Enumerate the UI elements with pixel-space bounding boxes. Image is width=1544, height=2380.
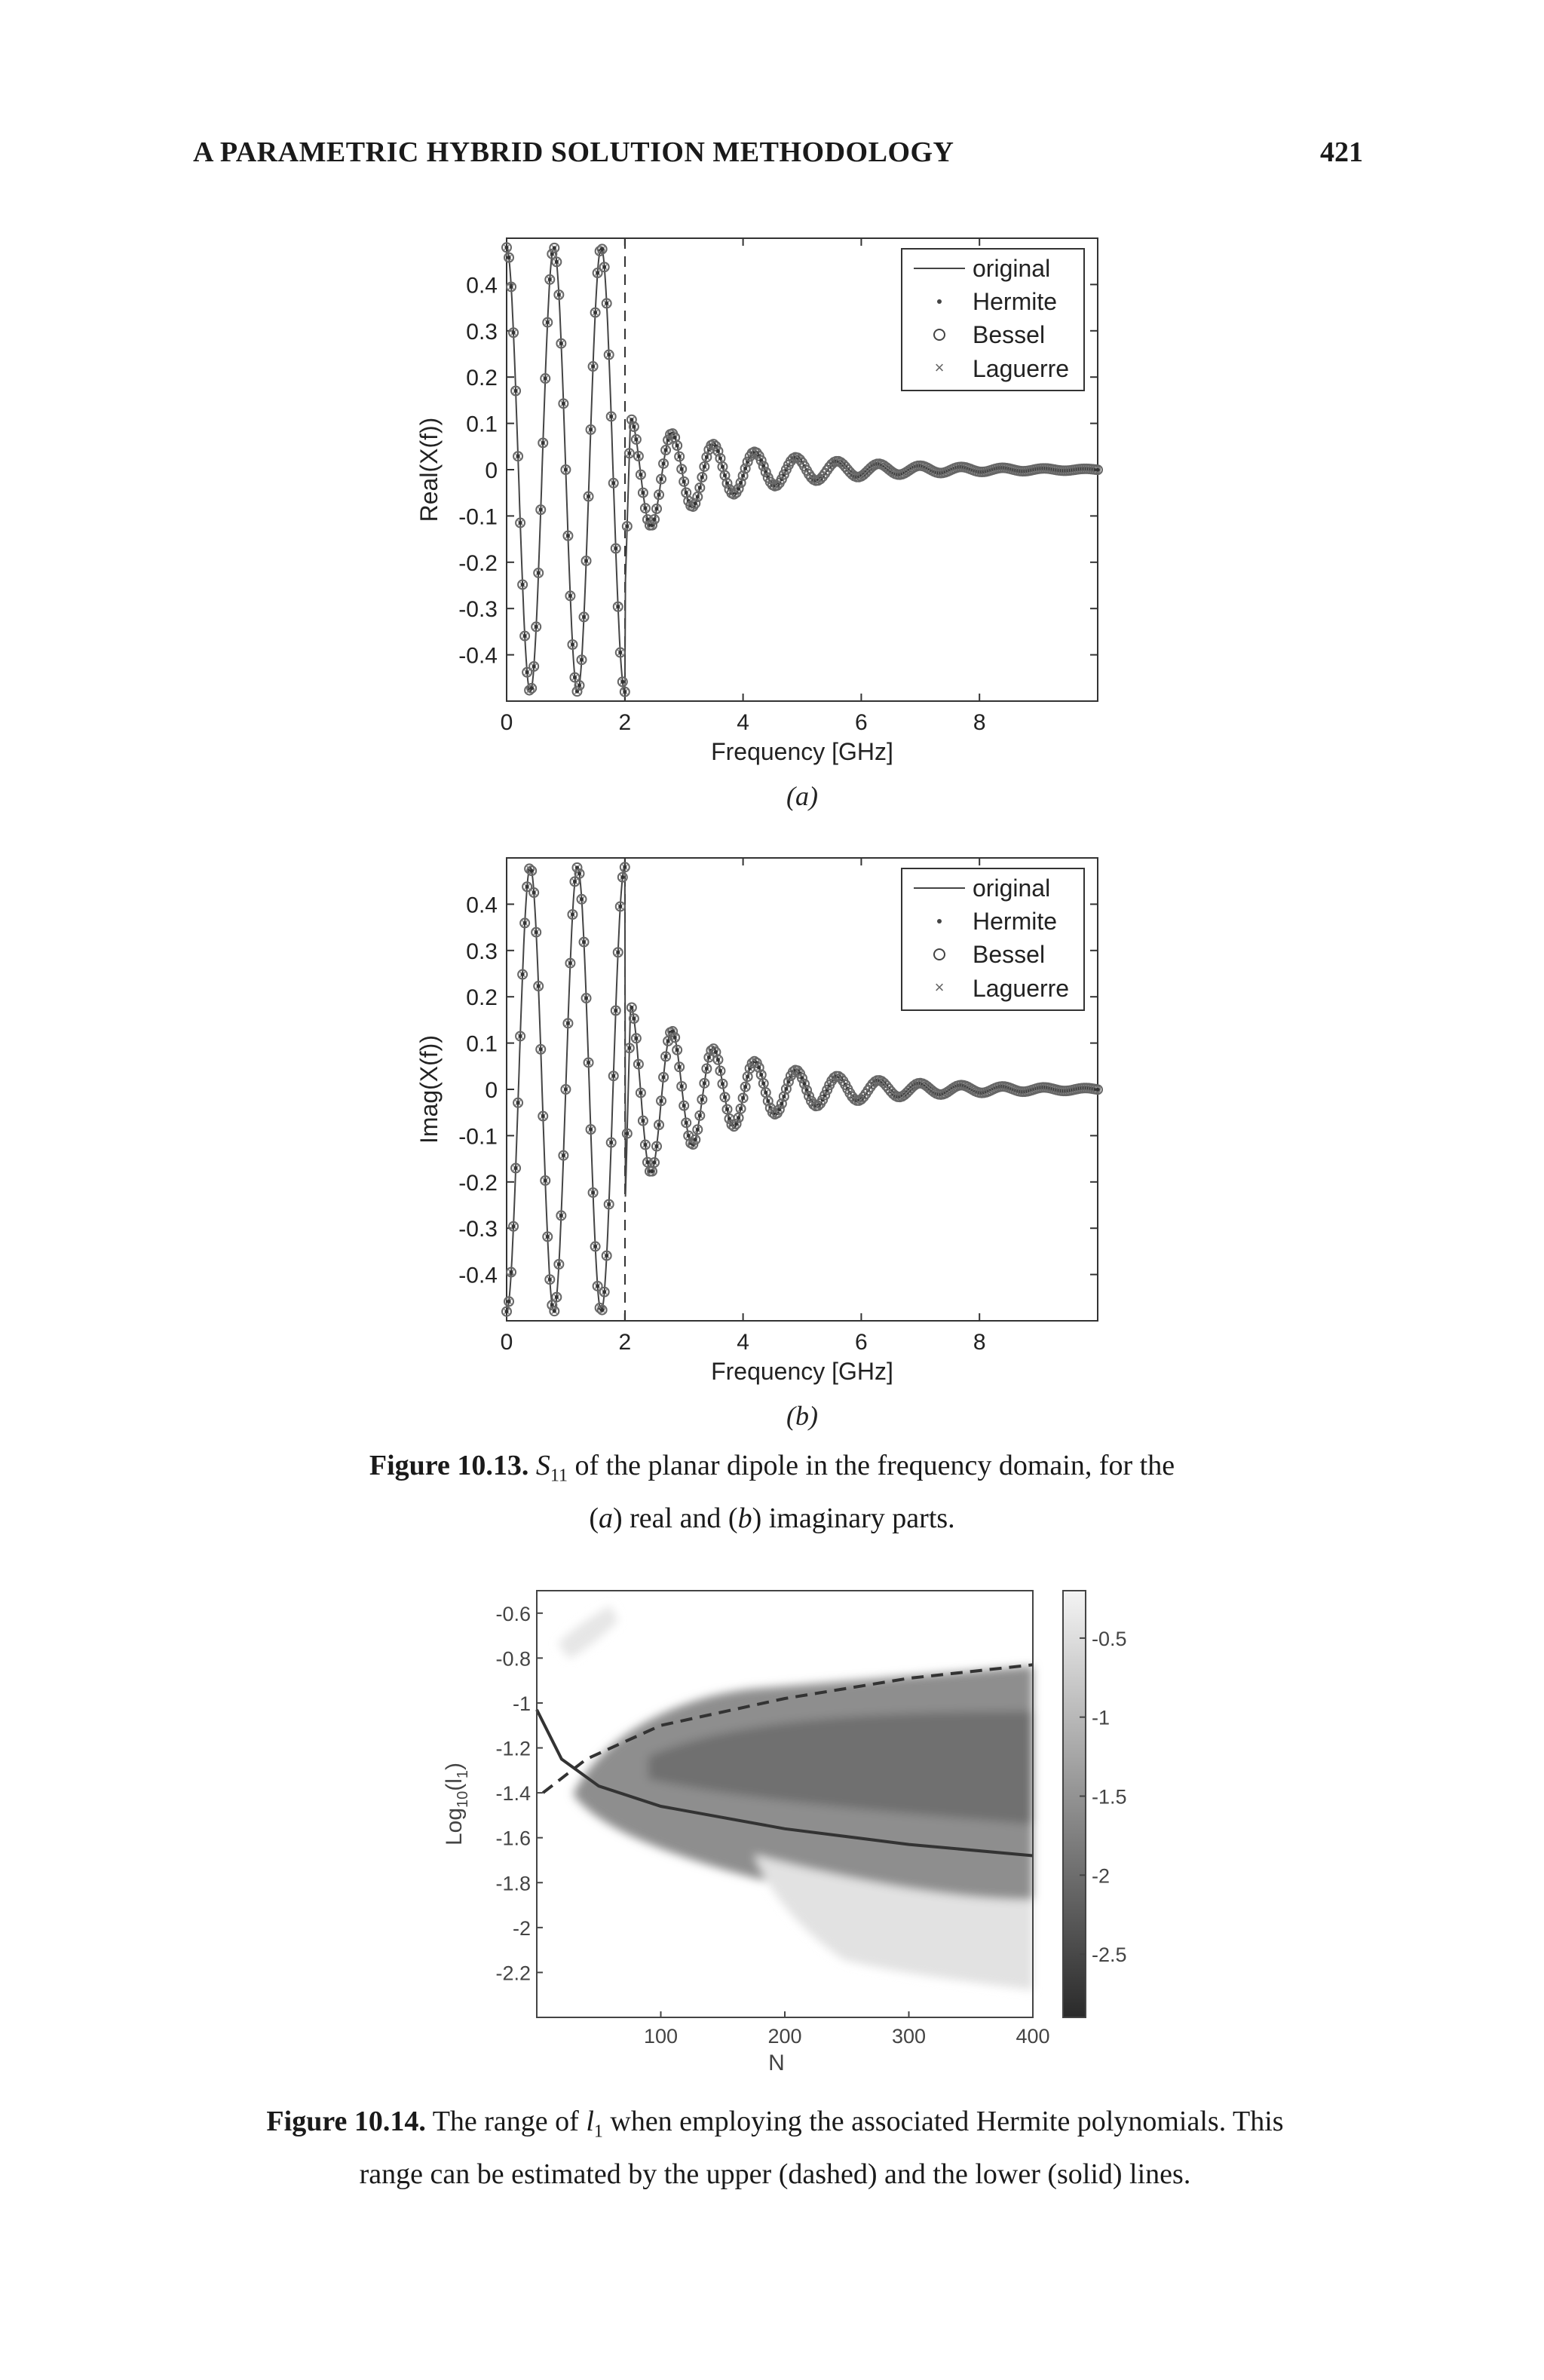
hermite-marker bbox=[743, 1085, 747, 1089]
y-tick-labels bbox=[458, 893, 498, 1288]
hermite-marker bbox=[676, 1048, 679, 1052]
hermite-marker bbox=[685, 491, 688, 495]
x-tick-label: 0 bbox=[500, 710, 513, 735]
hermite-marker bbox=[537, 985, 541, 988]
hermite-marker bbox=[541, 441, 545, 445]
hermite-marker bbox=[557, 293, 561, 297]
hermite-marker bbox=[627, 452, 631, 455]
x-tick-label: 400 bbox=[1016, 2025, 1050, 2048]
hermite-marker bbox=[580, 897, 584, 901]
y-tick-label: 0.2 bbox=[466, 366, 498, 391]
page-number: 421 bbox=[1320, 136, 1363, 168]
figure-10-13-b bbox=[415, 858, 1102, 1431]
hermite-marker bbox=[705, 1067, 709, 1071]
hermite-marker bbox=[759, 1073, 763, 1077]
y-tick-label: -0.3 bbox=[458, 597, 498, 623]
y-axis-label-arg-sub: 1 bbox=[455, 1769, 471, 1779]
y-axis-label-arg: (l bbox=[442, 1778, 467, 1791]
hermite-marker bbox=[723, 473, 727, 477]
colorbar-tick-label: -1.5 bbox=[1092, 1785, 1127, 1809]
hermite-marker bbox=[680, 1084, 684, 1088]
caption-text: of the planar dipole in the frequency domain, for the bbox=[567, 1450, 1175, 1481]
hermite-marker bbox=[698, 485, 702, 489]
panel-label: (b) bbox=[786, 1401, 818, 1431]
hermite-marker bbox=[616, 951, 620, 954]
hermite-marker bbox=[761, 1082, 765, 1086]
hermite-marker bbox=[546, 1235, 550, 1239]
hermite-marker bbox=[507, 256, 511, 259]
y-axis-label: Real(X(f)) bbox=[415, 417, 443, 522]
hermite-marker bbox=[666, 1039, 670, 1043]
hermite-marker bbox=[510, 285, 513, 289]
hermite-marker bbox=[600, 247, 604, 251]
hermite-marker bbox=[718, 457, 722, 461]
hermite-marker bbox=[591, 1190, 595, 1194]
hermite-marker bbox=[514, 1166, 518, 1170]
hermite-marker bbox=[589, 1128, 593, 1132]
hermite-marker bbox=[609, 1141, 613, 1144]
hermite-marker bbox=[678, 1065, 682, 1069]
hermite-marker bbox=[584, 997, 588, 1000]
hermite-marker bbox=[766, 1099, 770, 1103]
hermite-marker bbox=[757, 1066, 761, 1070]
hermite-marker bbox=[535, 930, 538, 934]
legend-label: Laguerre bbox=[973, 355, 1070, 382]
hermite-marker bbox=[548, 277, 552, 281]
hermite-marker bbox=[521, 583, 525, 587]
hermite-marker bbox=[636, 1062, 640, 1066]
hermite-marker bbox=[607, 1202, 611, 1206]
hermite-marker bbox=[782, 1095, 786, 1098]
hermite-marker bbox=[664, 449, 668, 452]
hermite-marker bbox=[593, 1245, 597, 1248]
hermite-marker bbox=[559, 342, 563, 345]
x-tick-label: 0 bbox=[500, 1330, 513, 1355]
hermite-marker bbox=[725, 1107, 729, 1111]
hermite-marker bbox=[564, 1088, 568, 1092]
legend-dot-icon bbox=[937, 919, 942, 924]
caption-variable-sub: 1 bbox=[593, 2121, 603, 2142]
hermite-marker bbox=[673, 1036, 677, 1040]
figure-10-13-a bbox=[415, 238, 1102, 811]
x-tick-label: 6 bbox=[855, 710, 868, 735]
figure-10-14-caption bbox=[193, 2100, 1357, 2195]
hermite-marker bbox=[512, 1224, 516, 1228]
hermite-marker bbox=[1096, 468, 1100, 472]
figure-10-13-caption bbox=[271, 1444, 1273, 1539]
hermite-marker bbox=[680, 467, 684, 471]
hermite-marker bbox=[596, 1284, 599, 1288]
y-axis-label-base: Log bbox=[442, 1807, 467, 1846]
hermite-marker bbox=[653, 1161, 657, 1165]
hermite-marker bbox=[718, 1069, 722, 1073]
x-axis-label: Frequency [GHz] bbox=[711, 738, 893, 765]
hermite-marker bbox=[643, 1143, 647, 1147]
hermite-marker bbox=[602, 1290, 606, 1294]
hermite-marker bbox=[582, 940, 586, 944]
y-tick-label: -0.2 bbox=[458, 1170, 498, 1196]
hermite-marker bbox=[609, 415, 613, 418]
legend-label: Hermite bbox=[973, 288, 1058, 315]
hermite-marker bbox=[571, 913, 574, 917]
hermite-marker bbox=[678, 455, 682, 458]
hermite-marker bbox=[655, 507, 659, 510]
hermite-marker bbox=[596, 271, 599, 275]
hermite-marker bbox=[544, 377, 547, 381]
running-head: A PARAMETRIC HYBRID SOLUTION METHODOLOGY bbox=[193, 136, 954, 168]
hermite-marker bbox=[650, 1169, 654, 1173]
hermite-marker bbox=[546, 320, 550, 324]
legend-label: original bbox=[973, 875, 1051, 902]
x-tick-label: 300 bbox=[891, 2025, 927, 2048]
x-tick-labels bbox=[501, 710, 986, 735]
hermite-marker bbox=[573, 675, 577, 679]
hermite-marker bbox=[625, 525, 629, 528]
hermite-marker bbox=[1096, 1088, 1100, 1092]
colorbar-tick-label: -2.5 bbox=[1092, 1944, 1127, 1967]
hermite-marker bbox=[673, 436, 677, 440]
hermite-marker bbox=[741, 1096, 745, 1100]
hermite-marker bbox=[562, 1153, 565, 1157]
hermite-marker bbox=[616, 605, 620, 608]
colorbar bbox=[1063, 1591, 1086, 2017]
hermite-marker bbox=[541, 1114, 545, 1118]
colorbar-tick-label: -1 bbox=[1092, 1706, 1111, 1729]
y-axis-label-sub: 10 bbox=[455, 1790, 471, 1808]
caption-panel-a: a bbox=[598, 1502, 613, 1534]
hermite-marker bbox=[682, 479, 686, 483]
hermite-marker bbox=[605, 302, 608, 305]
hermite-marker bbox=[553, 246, 556, 250]
y-axis-label-close: ) bbox=[442, 1762, 467, 1770]
hermite-marker bbox=[530, 686, 534, 690]
caption-symbol: S bbox=[535, 1450, 550, 1481]
hermite-marker bbox=[602, 265, 606, 269]
caption-line-2 bbox=[271, 1497, 1273, 1539]
hermite-marker bbox=[523, 634, 527, 638]
x-tick-label: 200 bbox=[767, 2025, 802, 2048]
hermite-marker bbox=[723, 1095, 727, 1099]
y-tick-label: -1.6 bbox=[495, 1827, 531, 1850]
hermite-marker bbox=[739, 1107, 743, 1110]
y-tick-label: 0.4 bbox=[466, 893, 498, 918]
hermite-marker bbox=[721, 1082, 725, 1086]
y-axis-label bbox=[442, 1763, 471, 1845]
hermite-marker bbox=[685, 1121, 688, 1125]
hermite-marker bbox=[589, 427, 593, 431]
hermite-marker bbox=[582, 615, 586, 619]
y-tick-label: -2 bbox=[512, 1916, 531, 1940]
hermite-marker bbox=[568, 961, 572, 965]
hermite-marker bbox=[664, 1055, 668, 1058]
legend bbox=[902, 868, 1084, 1010]
hermite-marker bbox=[525, 670, 529, 674]
colorbar-tick-label: -2 bbox=[1092, 1864, 1111, 1888]
y-tick-label: -0.1 bbox=[458, 1124, 498, 1150]
hermite-marker bbox=[639, 473, 642, 476]
hermite-marker bbox=[577, 684, 581, 688]
hermite-marker bbox=[634, 437, 638, 441]
hermite-marker bbox=[705, 455, 709, 459]
y-tick-label: -0.8 bbox=[495, 1647, 531, 1671]
hermite-marker bbox=[507, 1300, 511, 1303]
hermite-marker bbox=[521, 973, 525, 976]
hermite-marker bbox=[743, 467, 747, 470]
hermite-marker bbox=[698, 1113, 702, 1117]
hermite-marker bbox=[532, 891, 536, 895]
hermite-marker bbox=[512, 331, 516, 335]
x-axis-label: N bbox=[768, 2051, 785, 2075]
hermite-marker bbox=[627, 1046, 631, 1050]
hermite-marker bbox=[555, 260, 559, 264]
hermite-marker bbox=[784, 1087, 788, 1091]
hermite-marker bbox=[593, 311, 597, 314]
y-tick-label: -0.1 bbox=[458, 504, 498, 530]
hermite-marker bbox=[700, 476, 704, 479]
x-tick-labels bbox=[501, 1330, 986, 1355]
hermite-marker bbox=[584, 559, 588, 562]
caption-text: ) imaginary parts. bbox=[752, 1502, 955, 1534]
x-tick-label: 2 bbox=[618, 710, 632, 735]
legend-label: Laguerre bbox=[973, 975, 1070, 1002]
caption-text: when employing the associated Hermite polynomials. This bbox=[602, 2106, 1284, 2137]
hermite-marker bbox=[573, 880, 577, 884]
hermite-marker bbox=[605, 1254, 608, 1257]
hermite-marker bbox=[657, 493, 661, 497]
x-tick-label: 4 bbox=[737, 1330, 749, 1355]
hermite-marker bbox=[716, 449, 720, 453]
hermite-marker bbox=[623, 690, 626, 694]
hermite-marker bbox=[687, 1134, 691, 1138]
hermite-marker bbox=[532, 664, 536, 668]
hermite-marker bbox=[611, 481, 615, 485]
caption-text: ( bbox=[589, 1502, 599, 1534]
hermite-marker bbox=[537, 571, 541, 574]
hermite-marker bbox=[566, 534, 570, 538]
caption-line-1 bbox=[271, 1444, 1273, 1497]
hermite-marker bbox=[676, 444, 679, 448]
hermite-marker bbox=[721, 465, 725, 469]
hermite-marker bbox=[539, 1047, 543, 1051]
hermite-marker bbox=[514, 389, 518, 393]
hermite-marker bbox=[535, 625, 538, 629]
legend-label: original bbox=[973, 255, 1051, 282]
legend-dot-icon bbox=[937, 299, 942, 304]
y-tick-label: -1 bbox=[512, 1692, 531, 1715]
hermite-marker bbox=[539, 508, 543, 512]
y-tick-labels bbox=[458, 273, 498, 668]
y-tick-label: 0.1 bbox=[466, 412, 498, 437]
hermite-marker bbox=[587, 1061, 590, 1064]
hermite-marker bbox=[639, 1091, 642, 1095]
x-tick-label: 8 bbox=[973, 710, 986, 735]
y-tick-label: -1.4 bbox=[495, 1782, 531, 1806]
y-tick-label: 0 bbox=[485, 458, 498, 483]
hermite-marker bbox=[739, 481, 743, 485]
hermite-marker bbox=[662, 1075, 666, 1079]
hermite-marker bbox=[505, 1309, 509, 1313]
hermite-marker bbox=[632, 425, 636, 429]
caption-label: Figure 10.13. bbox=[369, 1450, 529, 1481]
hermite-marker bbox=[568, 594, 572, 598]
hermite-marker bbox=[618, 651, 622, 654]
hermite-marker bbox=[703, 1081, 706, 1085]
hermite-marker bbox=[614, 1009, 617, 1012]
hermite-marker bbox=[555, 1295, 559, 1299]
y-tick-label: -0.4 bbox=[458, 643, 498, 669]
hermite-marker bbox=[694, 501, 697, 505]
hermite-marker bbox=[746, 1075, 749, 1079]
x-tick-label: 100 bbox=[643, 2025, 679, 2048]
hermite-marker bbox=[607, 353, 611, 357]
hermite-marker bbox=[620, 875, 624, 879]
hermite-marker bbox=[591, 365, 595, 369]
caption-line-2: range can be estimated by the upper (dashed) and the lower (solid) lines. bbox=[359, 2158, 1191, 2190]
hermite-marker bbox=[562, 402, 565, 406]
hermite-marker bbox=[641, 1119, 645, 1123]
hermite-marker bbox=[625, 1132, 629, 1135]
hermite-marker bbox=[696, 1128, 700, 1132]
hermite-marker bbox=[716, 1058, 720, 1061]
hermite-marker bbox=[696, 495, 700, 499]
hermite-marker bbox=[600, 1308, 604, 1312]
caption-label: Figure 10.14. bbox=[266, 2106, 426, 2137]
legend-x-icon: × bbox=[934, 978, 945, 997]
hermite-marker bbox=[655, 1144, 659, 1148]
caption-panel-b: b bbox=[737, 1502, 752, 1534]
hermite-marker bbox=[714, 1050, 718, 1054]
y-axis-label: Imag(X(f)) bbox=[415, 1035, 443, 1144]
hermite-marker bbox=[577, 871, 581, 875]
hermite-marker bbox=[553, 1309, 556, 1313]
hermite-marker bbox=[741, 474, 745, 478]
hermite-marker bbox=[530, 869, 534, 873]
hermite-marker bbox=[643, 507, 647, 510]
hermite-marker bbox=[623, 865, 626, 869]
panel-label: (a) bbox=[786, 781, 818, 811]
colorbar-tick-labels bbox=[1080, 1628, 1127, 1966]
caption-subscript: 11 bbox=[550, 1466, 568, 1486]
hermite-marker bbox=[564, 468, 568, 472]
hermite-marker bbox=[630, 1006, 633, 1009]
hermite-marker bbox=[614, 547, 617, 550]
caption-text: ) real and ( bbox=[612, 1502, 738, 1534]
y-tick-label: 0.3 bbox=[466, 319, 498, 345]
hermite-marker bbox=[660, 477, 663, 481]
y-tick-label: -0.2 bbox=[458, 550, 498, 576]
legend-label: Hermite bbox=[973, 908, 1058, 935]
hermite-marker bbox=[519, 521, 522, 525]
y-tick-label: -0.3 bbox=[458, 1217, 498, 1242]
y-tick-label: -1.2 bbox=[495, 1737, 531, 1760]
hermite-marker bbox=[618, 905, 622, 908]
hermite-marker bbox=[630, 418, 633, 421]
hermite-marker bbox=[645, 1160, 649, 1164]
hermite-marker bbox=[662, 461, 666, 465]
hermite-marker bbox=[737, 1116, 740, 1120]
hermite-marker bbox=[620, 680, 624, 684]
hermite-marker bbox=[764, 1091, 767, 1095]
hermite-marker bbox=[523, 921, 527, 925]
hermite-marker bbox=[660, 1099, 663, 1103]
y-tick-label: 0 bbox=[485, 1078, 498, 1103]
y-tick-label: -1.8 bbox=[495, 1872, 531, 1895]
hermite-marker bbox=[557, 1262, 561, 1266]
y-tick-label: 0.2 bbox=[466, 985, 498, 1011]
y-tick-label: 0.3 bbox=[466, 939, 498, 964]
x-axis-label: Frequency [GHz] bbox=[711, 1358, 893, 1385]
legend-label: Bessel bbox=[973, 321, 1046, 348]
colorbar-tick-label: -0.5 bbox=[1092, 1627, 1127, 1650]
x-tick-label: 2 bbox=[618, 1330, 632, 1355]
hermite-marker bbox=[632, 1017, 636, 1021]
caption-variable: l bbox=[586, 2106, 594, 2137]
y-tick-label: 0.1 bbox=[466, 1031, 498, 1057]
hermite-marker bbox=[682, 1104, 686, 1107]
hermite-marker bbox=[707, 1055, 711, 1059]
y-tick-label: 0.4 bbox=[466, 273, 498, 299]
hermite-marker bbox=[641, 491, 645, 495]
y-tick-label: -2.2 bbox=[495, 1962, 531, 1985]
hermite-marker bbox=[519, 1034, 522, 1038]
legend bbox=[902, 249, 1084, 391]
hermite-marker bbox=[548, 1278, 552, 1282]
caption-text: The range of bbox=[425, 2106, 587, 2137]
caption-line-1 bbox=[193, 2100, 1357, 2153]
hermite-marker bbox=[505, 246, 509, 250]
y-tick-labels bbox=[495, 1603, 531, 1985]
hermite-marker bbox=[587, 495, 590, 498]
hermite-marker bbox=[700, 1098, 704, 1101]
hermite-marker bbox=[634, 1037, 638, 1040]
hermite-marker bbox=[510, 1270, 513, 1274]
hermite-marker bbox=[611, 1074, 615, 1078]
hermite-marker bbox=[580, 658, 584, 662]
hermite-marker bbox=[516, 455, 520, 458]
x-tick-label: 4 bbox=[737, 710, 749, 735]
figure-10-14 bbox=[442, 1591, 1127, 2075]
hermite-marker bbox=[571, 642, 574, 646]
hermite-marker bbox=[559, 1214, 563, 1218]
hermite-marker bbox=[525, 885, 529, 889]
hermite-marker bbox=[636, 455, 640, 458]
x-tick-label: 8 bbox=[973, 1330, 986, 1355]
hermite-marker bbox=[657, 1123, 661, 1127]
hermite-marker bbox=[566, 1022, 570, 1025]
x-tick-label: 6 bbox=[855, 1330, 868, 1355]
hermite-marker bbox=[780, 1101, 783, 1105]
y-tick-label: -0.4 bbox=[458, 1263, 498, 1288]
hermite-marker bbox=[544, 1178, 547, 1182]
hermite-marker bbox=[703, 464, 706, 468]
x-tick-labels bbox=[644, 2025, 1050, 2048]
hermite-marker bbox=[653, 517, 657, 521]
hermite-marker bbox=[516, 1101, 520, 1104]
legend-label: Bessel bbox=[973, 941, 1046, 968]
y-tick-label: -0.6 bbox=[495, 1602, 531, 1625]
hermite-marker bbox=[694, 1138, 697, 1141]
legend-x-icon: × bbox=[934, 358, 945, 377]
